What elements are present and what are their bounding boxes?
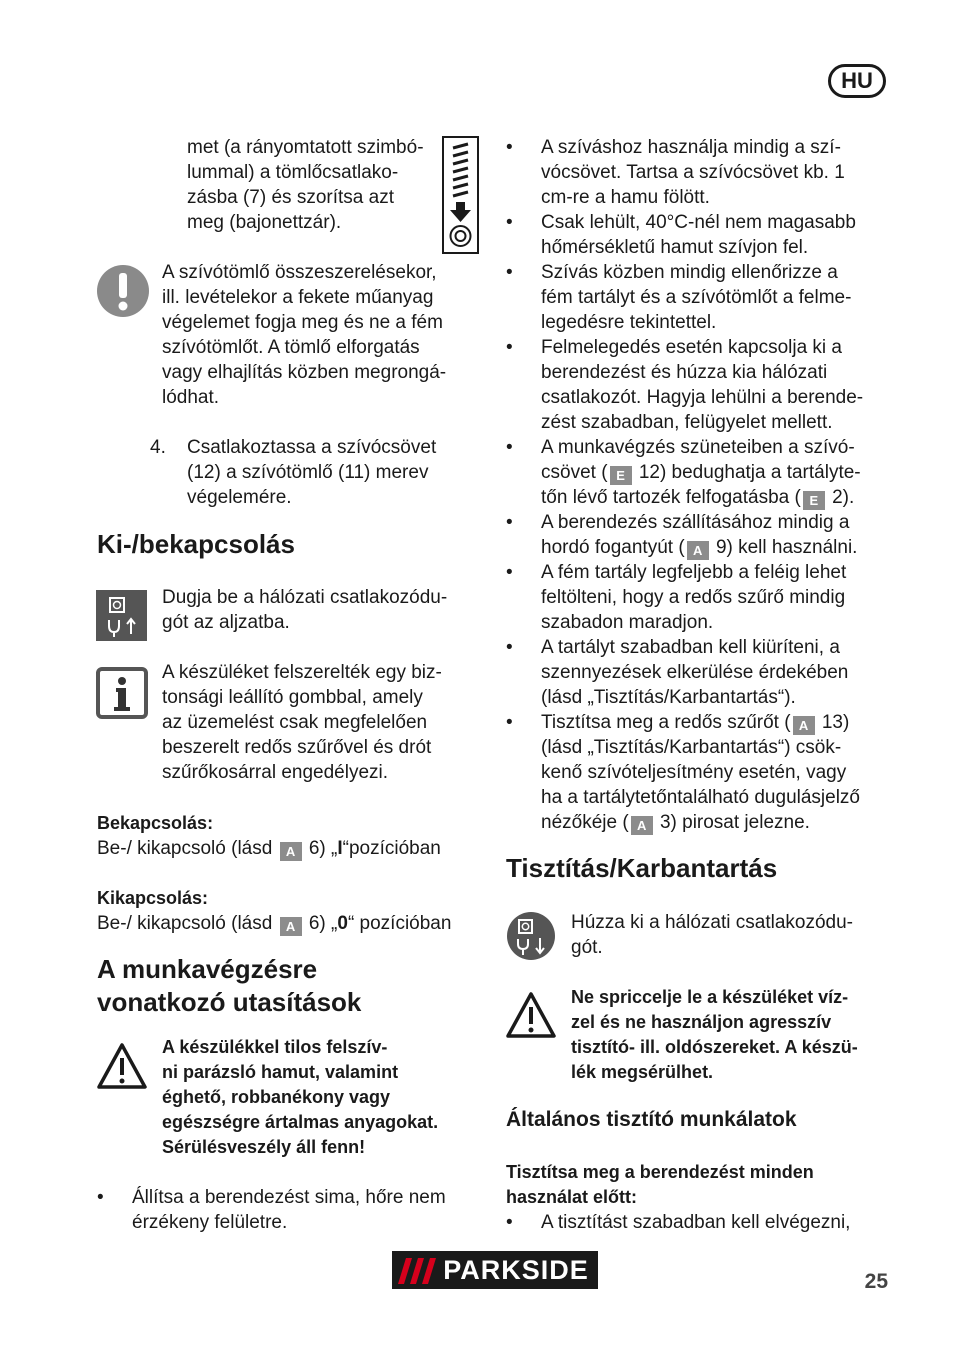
list-item: • A munkavégzés szüneteiben a szívó- csövet ( E 12) bedughatja a tartályte- tőn lévő tartozék felfogatásba ( E 2). [506, 437, 861, 508]
ref-tag: A [280, 842, 302, 861]
switch-off-block: Kikapcsolás: Be-/ kikapcsoló (lásd A 6) „0“ pozícióban [97, 888, 452, 934]
plug-in-text: Dugja be a hálózati csatlakozódu- gót az aljzatba. [162, 587, 448, 633]
list-item: • A tartályt szabadban kell kiüríteni, a szennyezések elkerülése érdekében (lásd „Tisztítás/Karbantartás“). [506, 637, 849, 708]
step-4-text: Csatlakoztassa a szívócsövet (12) a szívótömlő (11) merev végelemére. [187, 437, 437, 508]
intro-text: met (a rányomtatott szimbó- lummal) a tömlőcsatlako- zásba (7) és szorítsa azt meg (bajonettzár). [187, 137, 424, 233]
ref-tag: E [803, 491, 825, 510]
exclamation-icon [96, 264, 150, 318]
unplug-icon [506, 911, 556, 961]
warning-water-text: Ne spriccelje le a készüléket víz- zel és ne használjon agresszív tisztító- ill. oldószereket. A készü- lék megsérülhet. [571, 987, 858, 1082]
ref-tag: A [793, 716, 815, 735]
unplug-text: Húzza ki a hálózati csatlakozódu- gót. [571, 912, 853, 958]
list-item: • Szívás közben mindig ellenőrizze a fém tartályt és a szívótömlőt a felme- legedésre tekintettel. [506, 262, 852, 333]
info-icon [96, 667, 148, 719]
switch-on-block: Bekapcsolás: Be-/ kikapcsoló (lásd A 6) „I“pozícióban [97, 813, 441, 859]
heading-cleaning: Tisztítás/Karbantartás [506, 853, 778, 883]
list-item: • Felmelegedés esetén kapcsolja ki a berendezést és húzza kia hálózati csatlakozót. Hagyja lehülni a berende- zést szabadban, felügyelet mellett. [506, 337, 864, 433]
warning-ember-text: A készülékkel tilos felszív- ni parázsló hamut, valamint éghető, robbanékony vagy egészségre ártalmas anyagokat. Sérülésveszély áll fenn! [162, 1037, 439, 1157]
bullet-surface: • Állítsa a berendezést sima, hőre nem érzékeny felületre. [97, 1187, 446, 1233]
right-bullet-list [506, 135, 896, 835]
logo-stripes-icon [398, 1258, 438, 1284]
hose-bayonet-icon [442, 136, 479, 254]
list-item: • A berendezés szállításához mindig a hordó fogantyút ( A 9) kell használni. [506, 512, 858, 558]
page-number: 25 [864, 1270, 888, 1293]
ref-tag: A [280, 917, 302, 936]
list-item: • A fém tartály legfeljebb a feléig lehet feltölteni, hogy a redős szűrő mindig szabadon maradjon. [506, 562, 847, 633]
warning-triangle-icon [505, 991, 557, 1039]
ref-tag: A [687, 541, 709, 560]
list-item: • Tisztítsa meg a redős szűrőt ( A 13) (lásd „Tisztítás/Karbantartás“) csök- kenő szívóteljesítmény esetén, vagy ha a tartálytetőntalálható dugulásjelző nézőkéje ( A 3) pirosat jelezne. [506, 712, 861, 833]
list-item: • A szíváshoz használja mindig a szí- vócsövet. Tartsa a szívócsövet kb. 1 cm-re a hamu fölött. [506, 137, 845, 208]
info-text: A készüléket felszerelték egy biz- tonsági leállító gombbal, amely az üzemelést csak megfelelően beszerelt redős szűrővel és drót szűrőkosárral engedélyezi. [162, 662, 442, 783]
heading-switch: Ki-/bekapcsolás [97, 529, 295, 559]
brand-name: PARKSIDE [443, 1255, 589, 1285]
bullet-clean-outdoors: • A tisztítást szabadban kell elvégezni, [506, 1212, 851, 1233]
clean-before-use: Tisztítsa meg a berendezést minden használat előtt: [506, 1162, 814, 1207]
heading-work: A munkavégzésre vonatkozó utasítások [97, 954, 362, 1017]
parkside-logo [392, 1251, 598, 1289]
warning-triangle-icon [96, 1042, 148, 1090]
step-4-number: 4. [150, 437, 166, 458]
ref-tag: A [631, 816, 653, 835]
warning-hose-text: A szívótömlő összeszerelésekor, ill. levételekor a fekete műanyag végelemet fogja meg és ne a fém szívótömlőt. A tömlő elforgatás vagy elhajlítás közben megrongá- lódhat. [162, 262, 447, 408]
plug-in-icon [96, 590, 147, 641]
list-item: • Csak lehült, 40°C-nél nem magasabb hőmérsékletű hamut szívjon fel. [506, 212, 856, 258]
language-badge: HU [828, 64, 886, 98]
ref-tag: E [610, 466, 632, 485]
subheading-general-cleaning: Általános tisztító munkálatok [506, 1108, 797, 1131]
